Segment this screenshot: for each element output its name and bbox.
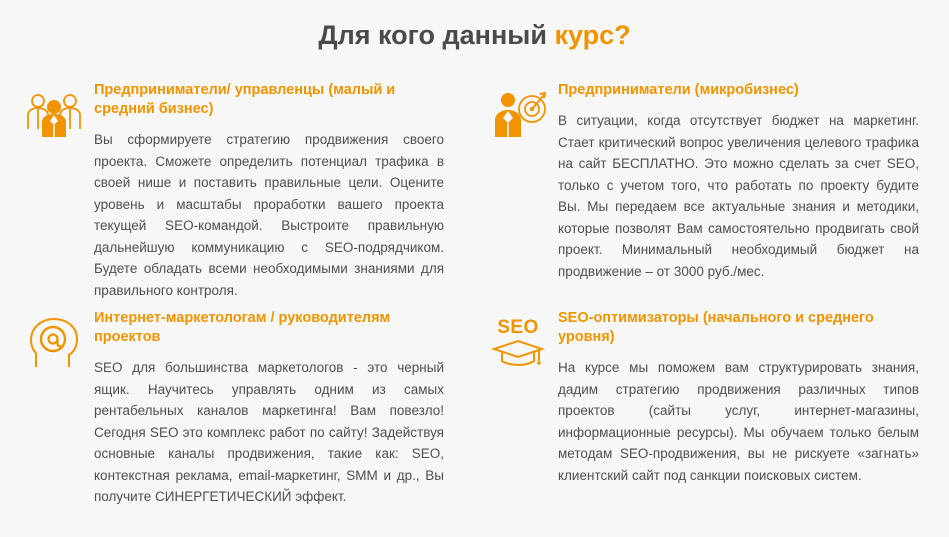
cards-grid — [0, 73, 949, 508]
card-seo-specialists — [474, 301, 949, 508]
card-entrepreneurs-micro — [474, 73, 949, 301]
page-root — [0, 18, 949, 537]
card-entrepreneurs-smb — [0, 73, 474, 301]
card-text: Вы сформируете стратегию продвижения своего проекта. Сможете определить потенциал трафика в своей нише и поставить правильные цели. Оцените уровень и масштабы проработки вашего проекта текущей SEO-командой. Выстроите правильную дальнейшую коммуникацию с SEO-подрядчиком. Будете обладать всеми необходимыми знаниями для правильного контроля. — [94, 132, 444, 298]
page-title — [0, 18, 949, 51]
card-internet-marketers — [0, 301, 474, 508]
card-text: SEO для большинства маркетологов - это черный ящик. Научитесь управлять одним из самых рентабельных каналов маркетинга! Вам повезло! Сегодня SEO это комплекс работ по сайту! Задействуя основные каналы продвижения, такие как: SEO, контекстная реклама, email-маркетинг, SMM и др., Вы получите СИНЕРГЕТИЧЕСКИЙ эффект. — [94, 360, 444, 505]
card-title: SEO-оптимизаторы (начального и среднего уровня) — [558, 310, 874, 346]
head-at-sign-icon — [22, 311, 86, 375]
card-title: Предприниматели/ управленцы (малый и средний бизнес) — [94, 82, 396, 118]
group-people-icon — [22, 83, 86, 147]
person-target-icon — [486, 83, 550, 147]
card-text: На курсе мы поможем вам структурировать знания, дадим стратегию продвижения различных типов проектов (сайты услуг, интернет-магазины, информационные ресурсы). Мы обучаем только белым методам SEO-продвижения, вы не рискуете «загнать» клиентский сайт под санкции поисковых систем. — [558, 360, 919, 483]
card-title: Интернет-маркетологам / руководителям проектов — [94, 310, 391, 346]
card-title: Предприниматели (микробизнес) — [558, 82, 799, 99]
card-text: В ситуации, когда отсутствует бюджет на маркетинг. Стает критический вопрос увеличения целевого трафика на сайт БЕСПЛАТНО. Это можно сделать за счет SEO, только с учетом того, что работать по проекту будите Вы. Мы передаем все актуальные знания и методики, которые позволят Вам самостоятельно продвигать свой проект. Минимальный необходимый бюджет на продвижение – от 3000 руб./мес. — [558, 113, 919, 279]
page-title-main: Для кого данный — [318, 20, 555, 51]
seo-graduate-icon — [486, 311, 550, 375]
page-title-accent: курс? — [554, 20, 631, 51]
seo-icon-label: SEO — [497, 317, 539, 339]
